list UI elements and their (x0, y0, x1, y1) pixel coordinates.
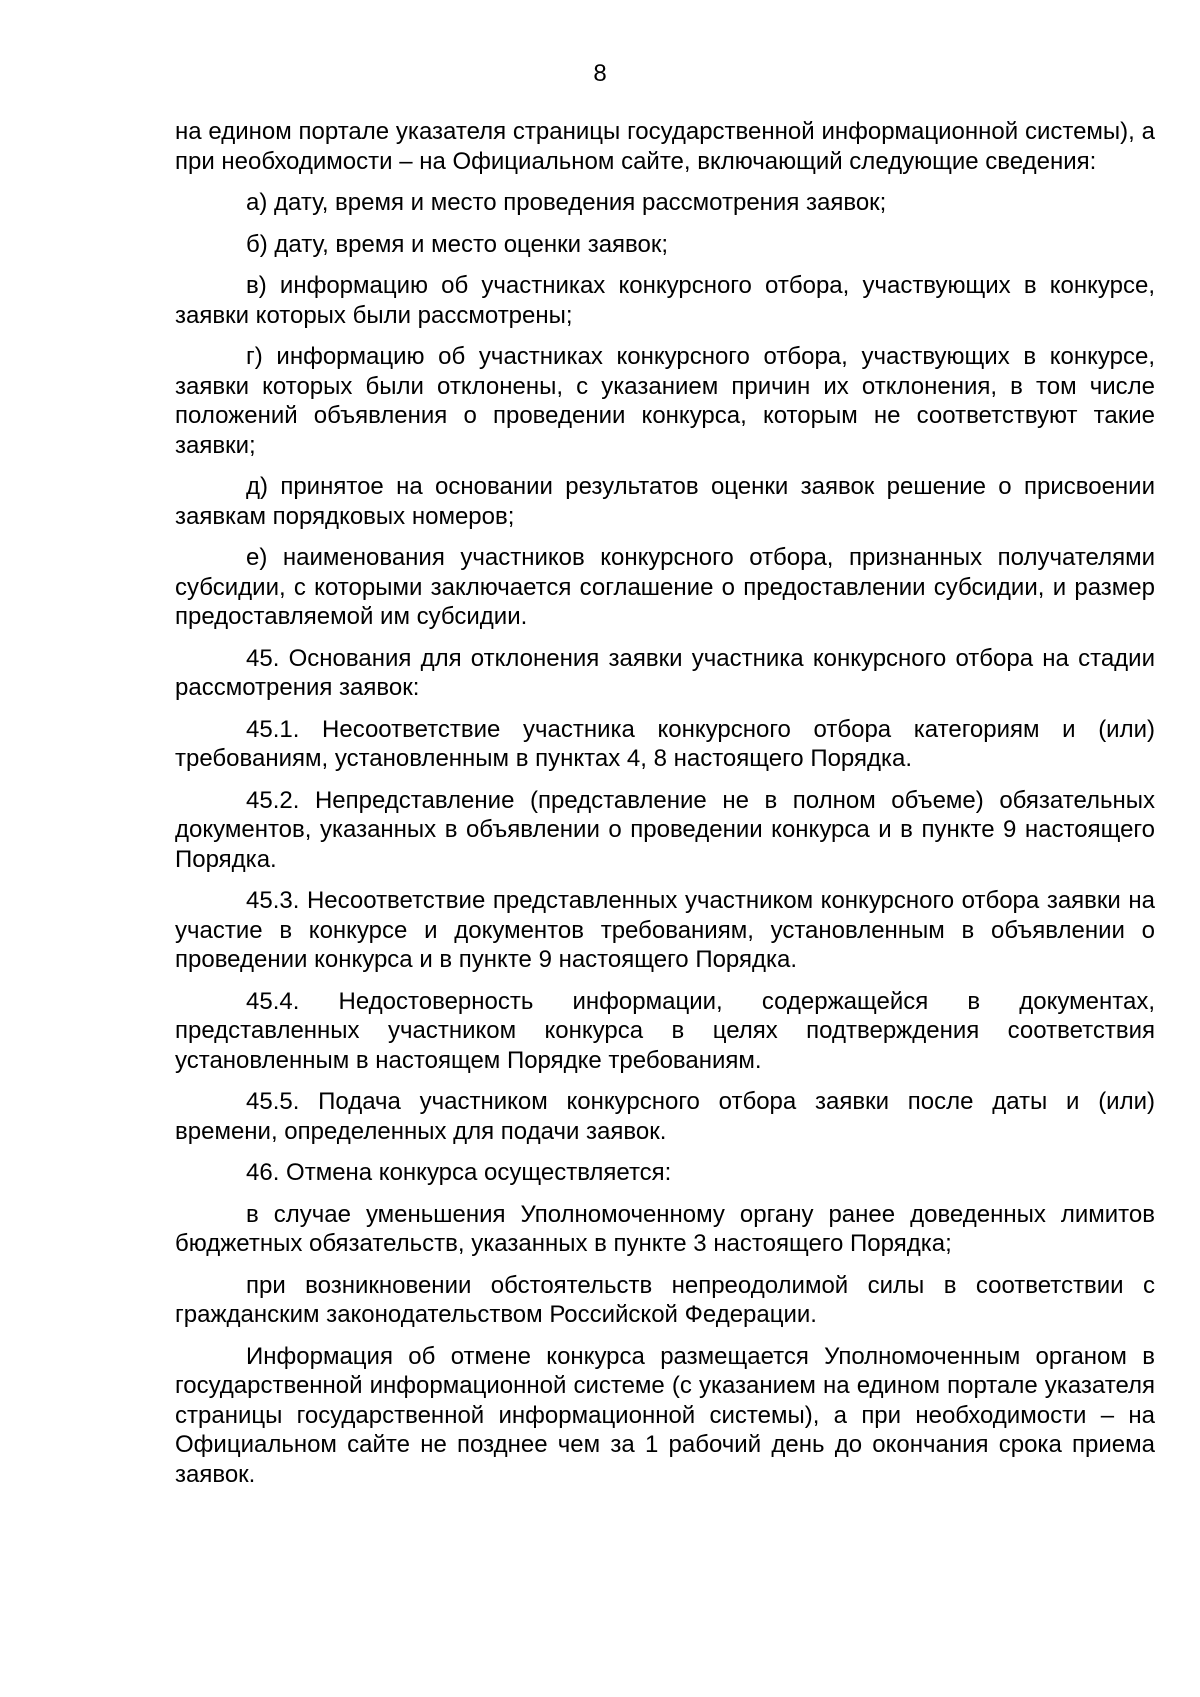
clause-45: 45. Основания для отклонения заявки участника конкурсного отбора на стадии рассмотрения заявок: (175, 644, 1155, 701)
clause-46: 46. Отмена конкурса осуществляется: (246, 1159, 672, 1186)
list-item-e: е) наименования участников конкурсного отбора, признанных получателями субсидии, с которыми заключается соглашение о предоставлении субсидии, и размер предоставляемой им субсидии. (175, 544, 1155, 630)
clause-45-2: 45.2. Непредставление (представление не в полном объеме) обязательных документов, указанных в объявлении о проведении конкурса и в пункте 9 настоящего Порядка. (175, 786, 1155, 873)
paragraph-continuation: на едином портале указателя страницы государственной информационной системы), а при необходимости – на Официальном сайте, включающий следующие сведения: (175, 118, 1155, 175)
clause-45-4: 45.4. Недостоверность информации, содержащейся в документах, представленных участником конкурса в целях подтверждения соответствия установленным в настоящем Порядке требованиям. (175, 987, 1155, 1074)
clause-45-3: 45.3. Несоответствие представленных участником конкурсного отбора заявки на участие в конкурсе и документов требованиям, установленным в объявлении о проведении конкурса и в пункте 9 настоящего Порядка. (175, 887, 1155, 973)
clause-45-1: 45.1. Несоответствие участника конкурсного отбора категориям и (или) требованиям, установленным в пунктах 4, 8 настоящего Порядка. (175, 715, 1155, 772)
list-item-a: а) дату, время и место проведения рассмотрения заявок; (246, 189, 887, 216)
page-number: 8 (593, 60, 607, 87)
cancellation-notice-paragraph: Информация об отмене конкурса размещается Уполномоченным органом в государственной информационной системе (с указанием на едином портале указателя страницы государственной информационной системы), а при необходимости – на Официальном сайте не позднее чем за 1 рабочий день до окончания срока приема заявок. (175, 1342, 1155, 1488)
clause-46-case-force-majeure: при возникновении обстоятельств непреодолимой силы в соответствии с гражданским законодательством Российской Федерации. (175, 1271, 1155, 1328)
document-body (175, 117, 1155, 1501)
list-item-d: д) принятое на основании результатов оценки заявок решение о присвоении заявкам порядковых номеров; (175, 473, 1155, 530)
clause-46-case-limits: в случае уменьшения Уполномоченному органу ранее доведенных лимитов бюджетных обязательств, указанных в пункте 3 настоящего Порядка; (175, 1200, 1155, 1257)
list-item-b: б) дату, время и место оценки заявок; (246, 230, 669, 258)
clause-45-5: 45.5. Подача участником конкурсного отбора заявки после даты и (или) времени, определенных для подачи заявок. (175, 1088, 1155, 1145)
list-item-g: г) информацию об участниках конкурсного отбора, участвующих в конкурсе, заявки которых были отклонены, с указанием причин их отклонения, в том числе положений объявления о проведении конкурса, которым не соответствуют такие заявки; (175, 343, 1155, 459)
list-item-v: в) информацию об участниках конкурсного отбора, участвующих в конкурсе, заявки которых были рассмотрены; (175, 272, 1155, 329)
